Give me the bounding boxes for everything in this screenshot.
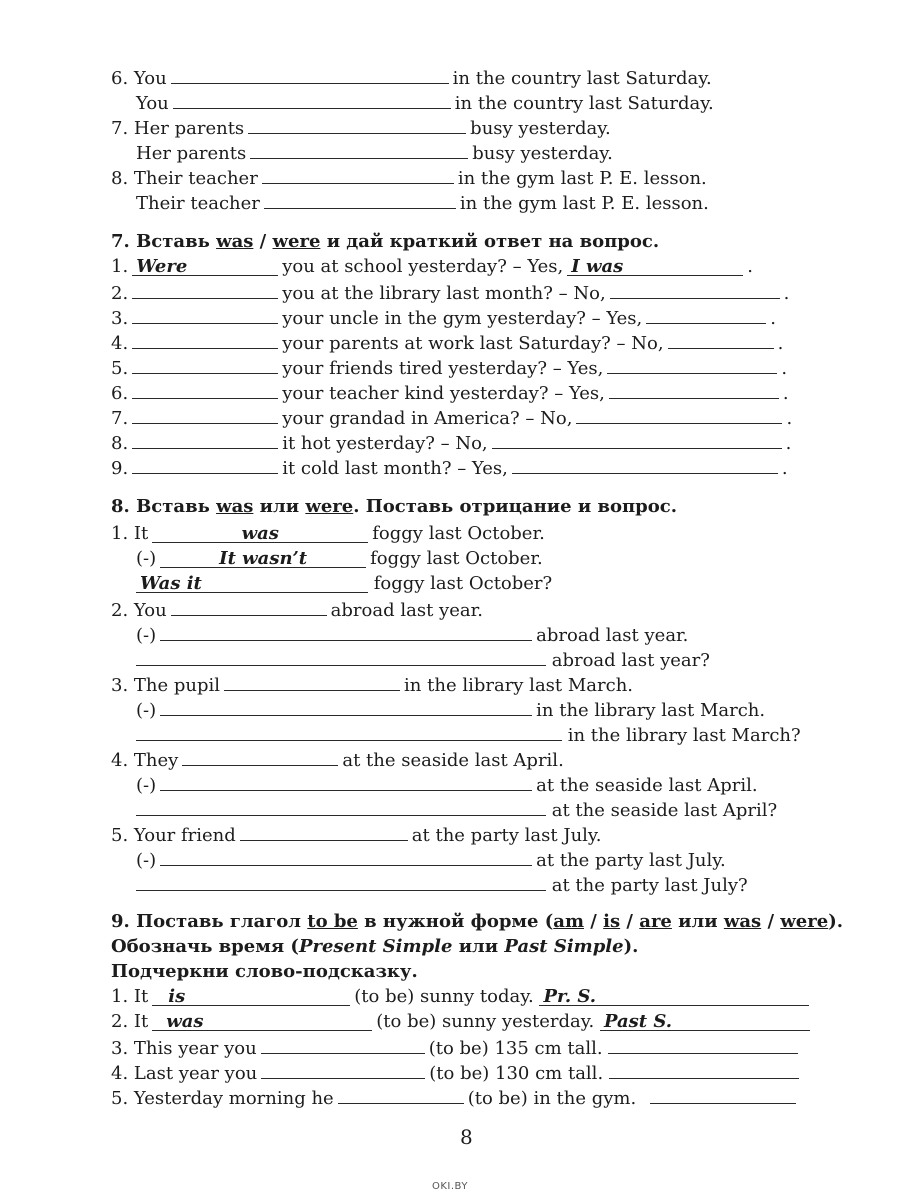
- negative-marker: (-): [136, 548, 157, 569]
- ex7-row: [111, 380, 789, 404]
- question-text: it hot yesterday? – No,: [282, 433, 488, 454]
- answer-blank[interactable]: [132, 405, 278, 424]
- item-number: 3.: [111, 675, 129, 696]
- title-text: . Поставь отрицание и вопрос.: [353, 496, 677, 517]
- keyword-am: am: [553, 911, 585, 932]
- item-number: 9.: [111, 458, 129, 479]
- ex7-row: [111, 430, 791, 454]
- question-blank[interactable]: [136, 872, 546, 891]
- ex7-row: [111, 355, 787, 379]
- title-slash: /: [259, 231, 267, 252]
- sentence-end: foggy last October.: [372, 523, 545, 544]
- watermark: OKI.BY: [432, 1181, 468, 1192]
- item-number: 5.: [111, 358, 129, 379]
- subject: They: [133, 750, 179, 771]
- answer-blank[interactable]: [261, 1035, 425, 1054]
- exercise-number: 9.: [111, 911, 130, 932]
- ex7-row: [111, 330, 783, 354]
- answer-blank[interactable]: [173, 90, 451, 109]
- ex7-row: [111, 305, 776, 329]
- answer-blank[interactable]: [262, 165, 454, 184]
- title-text: Поставь глагол: [136, 911, 301, 932]
- title-slash: /: [590, 911, 597, 932]
- answer-blank[interactable]: [240, 822, 408, 841]
- keyword-present-simple: Present Simple: [298, 936, 453, 957]
- answer-blank[interactable]: [171, 65, 449, 84]
- sentence-start: It: [133, 1011, 149, 1032]
- item-number: 2.: [111, 283, 129, 304]
- negative-blank[interactable]: [160, 622, 532, 641]
- title-text: и дай краткий ответ на вопрос.: [326, 231, 660, 252]
- ex6-row: [111, 115, 611, 139]
- exercise-9-title: [111, 910, 843, 934]
- answer-blank[interactable]: was: [152, 1012, 372, 1031]
- item-number: 1.: [111, 523, 129, 544]
- answer-blank[interactable]: [250, 140, 468, 159]
- negative-blank[interactable]: [160, 772, 532, 791]
- sentence-end: at the seaside last April?: [551, 800, 778, 821]
- ex8-statement: [111, 822, 601, 846]
- title-text: или: [259, 496, 300, 517]
- short-answer-blank[interactable]: [607, 355, 777, 374]
- ex8-question: [136, 797, 777, 821]
- item-number: 6.: [111, 383, 129, 404]
- question-text: your uncle in the gym yesterday? – Yes,: [282, 308, 643, 329]
- answer-blank[interactable]: [182, 747, 338, 766]
- title-slash: /: [626, 911, 633, 932]
- keyword-was: was: [723, 911, 762, 932]
- sentence-end: (to be) 130 cm tall.: [429, 1063, 604, 1084]
- keyword-was: was: [216, 231, 254, 252]
- answer-blank[interactable]: [171, 597, 327, 616]
- item-number: 3.: [111, 1038, 129, 1059]
- keyword-is: is: [603, 911, 621, 932]
- answer-blank[interactable]: was: [152, 524, 368, 543]
- sentence-start: It: [133, 986, 149, 1007]
- question-blank[interactable]: Was it: [136, 574, 368, 593]
- sentence-end: at the seaside last April.: [342, 750, 564, 771]
- ex8-negative: [136, 547, 543, 571]
- question-text: your grandad in America? – No,: [282, 408, 573, 429]
- question-text: you at the library last month? – No,: [282, 283, 606, 304]
- ex6-row: [136, 140, 613, 164]
- tense-blank[interactable]: [609, 1060, 799, 1079]
- keyword-was: was: [216, 496, 254, 517]
- sentence-end: in the country last Saturday.: [452, 68, 712, 89]
- ex9-row: [111, 1060, 799, 1084]
- answer-blank[interactable]: is: [152, 987, 350, 1006]
- ex8-negative: [136, 622, 688, 646]
- item-number: 4.: [111, 1063, 129, 1084]
- title-text: Подчеркни слово-подсказку.: [111, 961, 418, 982]
- title-text: ).: [828, 911, 843, 932]
- item-number: 8.: [111, 168, 129, 189]
- title-text: или: [678, 911, 718, 932]
- ex7-row: [111, 255, 753, 279]
- exercise-9-instruction-2: [111, 960, 418, 984]
- answer-blank[interactable]: [132, 330, 278, 349]
- answer-blank[interactable]: [132, 430, 278, 449]
- title-text: Вставь: [136, 496, 210, 517]
- question-text: your parents at work last Saturday? – No,: [282, 333, 664, 354]
- short-answer-blank[interactable]: [609, 380, 779, 399]
- ex9-row: [111, 1035, 798, 1059]
- sentence-end: in the library last March.: [536, 700, 766, 721]
- title-text: Обозначь время (: [111, 936, 299, 957]
- sentence-end: at the party last July?: [551, 875, 748, 896]
- period: .: [770, 308, 776, 329]
- item-number: 7.: [111, 408, 129, 429]
- question-text: it cold last month? – Yes,: [282, 458, 508, 479]
- sentence-end: at the party last July.: [536, 850, 726, 871]
- sentence-start: Last year you: [133, 1063, 258, 1084]
- sentence-start: Yesterday morning he: [133, 1088, 334, 1109]
- sentence-end: (to be) sunny today.: [354, 986, 534, 1007]
- exercise-7-title: [111, 230, 659, 254]
- ex8-question: [136, 722, 801, 746]
- tense-blank[interactable]: [608, 1035, 798, 1054]
- ex8-statement: [111, 597, 483, 621]
- short-answer-blank[interactable]: [610, 280, 780, 299]
- short-answer-blank[interactable]: I was: [567, 257, 743, 276]
- ex8-negative: [136, 847, 726, 871]
- subject: It: [133, 523, 149, 544]
- answer-blank[interactable]: [132, 455, 278, 474]
- sentence-end: in the library last March.: [404, 675, 634, 696]
- keyword-were: were: [780, 911, 829, 932]
- sentence-end: (to be) in the gym.: [467, 1088, 637, 1109]
- negative-marker: (-): [136, 775, 157, 796]
- ex8-negative: [136, 697, 765, 721]
- answer-blank[interactable]: Were: [132, 257, 278, 276]
- keyword-are: are: [639, 911, 672, 932]
- item-number: 7.: [111, 118, 129, 139]
- period: .: [781, 358, 788, 379]
- keyword-past-simple: Past Simple: [504, 936, 624, 957]
- negative-marker: (-): [136, 700, 157, 721]
- negative-blank[interactable]: [160, 697, 532, 716]
- item-number: 1.: [111, 986, 129, 1007]
- ex9-row: [111, 1010, 810, 1034]
- sentence-start: Their teacher: [133, 168, 258, 189]
- exercise-number: 7.: [111, 231, 130, 252]
- ex6-row: [111, 165, 707, 189]
- item-number: 5.: [111, 825, 129, 846]
- item-number: 8.: [111, 433, 129, 454]
- title-slash: /: [767, 911, 775, 932]
- negative-marker: (-): [136, 625, 157, 646]
- sentence-end: (to be) 135 cm tall.: [428, 1038, 603, 1059]
- period: .: [781, 458, 788, 479]
- keyword-to-be: to be: [307, 911, 358, 932]
- ex7-row: [111, 405, 792, 429]
- ex8-statement: [111, 522, 545, 546]
- item-number: 4.: [111, 750, 129, 771]
- question-text: your teacher kind yesterday? – Yes,: [282, 383, 605, 404]
- negative-blank[interactable]: It wasn’t: [160, 549, 366, 568]
- ex8-question: [136, 647, 710, 671]
- title-text: ).: [623, 936, 639, 957]
- ex8-statement: [111, 672, 633, 696]
- sentence-end: busy yesterday.: [470, 118, 611, 139]
- sentence-start: Her parents: [133, 118, 245, 139]
- page-number: 8: [460, 1125, 473, 1149]
- item-number: 6.: [111, 68, 129, 89]
- short-answer-blank[interactable]: [512, 455, 778, 474]
- ex8-negative: [136, 772, 758, 796]
- sentence-end: abroad last year.: [330, 600, 483, 621]
- period: .: [785, 433, 792, 454]
- sentence-start: You: [136, 93, 169, 114]
- negative-marker: (-): [136, 850, 157, 871]
- sentence-end: in the library last March?: [567, 725, 801, 746]
- question-blank[interactable]: [136, 797, 546, 816]
- period: .: [786, 408, 793, 429]
- sentence-end: foggy last October.: [370, 548, 543, 569]
- ex6-row: [111, 65, 712, 89]
- ex9-row: [111, 1085, 796, 1109]
- item-number: 1.: [111, 256, 129, 277]
- sentence-end: in the country last Saturday.: [454, 93, 714, 114]
- answer-blank[interactable]: [338, 1085, 464, 1104]
- keyword-were: were: [272, 231, 321, 252]
- answer-blank[interactable]: [132, 305, 278, 324]
- title-text: или: [458, 936, 499, 957]
- sentence-end: in the gym last P. E. lesson.: [457, 168, 707, 189]
- answer-blank[interactable]: [248, 115, 466, 134]
- sentence-end: foggy last October?: [373, 573, 553, 594]
- ex7-row: [111, 455, 788, 479]
- exercise-9-instruction: [111, 935, 638, 959]
- subject: The pupil: [133, 675, 221, 696]
- short-answer-blank[interactable]: [576, 405, 782, 424]
- sentence-end: busy yesterday.: [472, 143, 613, 164]
- ex8-statement: [111, 747, 564, 771]
- answer-blank[interactable]: [132, 380, 278, 399]
- question-text: you at school yesterday? – Yes,: [282, 256, 564, 277]
- answer-blank[interactable]: [261, 1060, 425, 1079]
- tense-blank[interactable]: [650, 1085, 796, 1104]
- period: .: [783, 283, 790, 304]
- exercise-number: 8.: [111, 496, 130, 517]
- subject: Your friend: [133, 825, 236, 846]
- answer-blank[interactable]: [132, 355, 278, 374]
- ex9-row: [111, 985, 809, 1009]
- sentence-end: (to be) sunny yesterday.: [376, 1011, 595, 1032]
- ex8-question: [136, 872, 748, 896]
- ex6-row: [136, 90, 714, 114]
- keyword-were: were: [305, 496, 354, 517]
- sentence-end: at the party last July.: [411, 825, 602, 846]
- ex6-row: [136, 190, 709, 214]
- sentence-start: Their teacher: [136, 193, 260, 214]
- short-answer-blank[interactable]: [492, 430, 782, 449]
- sentence-end: in the gym last P. E. lesson.: [459, 193, 709, 214]
- item-number: 2.: [111, 1011, 129, 1032]
- answer-blank[interactable]: [264, 190, 456, 209]
- sentence-end: abroad last year.: [536, 625, 689, 646]
- answer-blank[interactable]: [224, 672, 400, 691]
- tense-blank[interactable]: Past S.: [600, 1012, 810, 1031]
- short-answer-blank[interactable]: [668, 330, 774, 349]
- short-answer-blank[interactable]: [646, 305, 766, 324]
- ex7-row: [111, 280, 789, 304]
- tense-blank[interactable]: Pr. S.: [539, 987, 809, 1006]
- negative-blank[interactable]: [160, 847, 532, 866]
- period: .: [777, 333, 784, 354]
- title-text: Вставь: [136, 231, 210, 252]
- sentence-start: This year you: [133, 1038, 257, 1059]
- question-blank[interactable]: [136, 722, 562, 741]
- exercise-8-title: [111, 495, 677, 519]
- question-blank[interactable]: [136, 647, 546, 666]
- title-text: в нужной форме (: [364, 911, 554, 932]
- answer-blank[interactable]: [132, 280, 278, 299]
- period: .: [747, 256, 753, 277]
- item-number: 4.: [111, 333, 129, 354]
- sentence-end: at the seaside last April.: [536, 775, 758, 796]
- sentence-start: You: [133, 68, 167, 89]
- item-number: 3.: [111, 308, 129, 329]
- ex8-question: [136, 572, 552, 596]
- item-number: 5.: [111, 1088, 129, 1109]
- period: .: [782, 383, 789, 404]
- item-number: 2.: [111, 600, 129, 621]
- sentence-end: abroad last year?: [551, 650, 710, 671]
- sentence-start: Her parents: [136, 143, 247, 164]
- subject: You: [133, 600, 167, 621]
- question-text: your friends tired yesterday? – Yes,: [282, 358, 604, 379]
